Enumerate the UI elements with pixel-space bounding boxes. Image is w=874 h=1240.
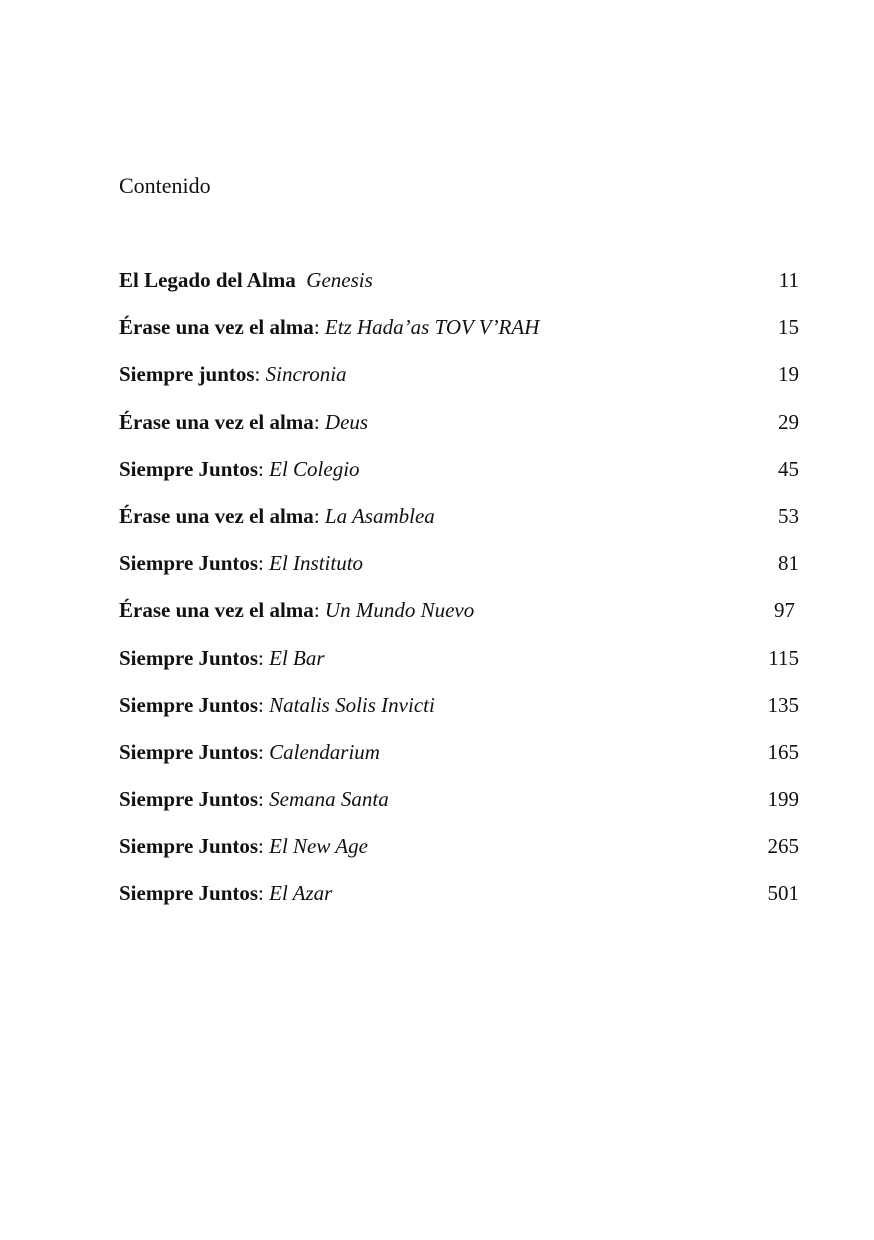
toc-separator: : [258,645,270,670]
toc-page-number: 29 [778,409,799,434]
toc-entry [119,690,799,737]
toc-chapter-title: El Bar [269,645,325,670]
toc-page-number: 265 [767,834,799,859]
toc-chapter-title: Un Mundo Nuevo [324,598,475,623]
toc-entry [119,407,799,454]
toc-chapter-title: El Colegio [269,456,360,481]
toc-page-number: 45 [778,456,799,481]
toc-chapter-title: Semana Santa [269,787,389,812]
toc-series-title: Siempre Juntos [119,834,259,859]
toc-separator: : [258,551,270,576]
toc-series-title: Siempre Juntos [119,645,259,670]
toc-series-title: Siempre Juntos [119,551,259,576]
toc-page-number: 501 [767,881,799,906]
toc-separator: : [258,692,270,717]
toc-page-number: 81 [778,551,799,576]
toc-chapter-title: Calendarium [269,739,380,764]
toc-chapter-title: Natalis Solis Invicti [269,692,435,717]
toc-page-number: 19 [778,362,799,387]
toc-entry [119,454,799,501]
toc-entry [119,784,799,831]
toc-separator: : [258,739,270,764]
toc-chapter-title: Etz Hada’as TOV V’RAH [324,315,540,340]
toc-entry [119,878,799,925]
toc-page-number: 115 [768,645,799,670]
toc-chapter-title: El Azar [269,881,333,906]
toc-chapter-title: El New Age [269,834,368,859]
toc-chapter-title: Deus [324,409,369,434]
toc-series-title: Érase una vez el alma [119,315,314,340]
toc-series-title: Siempre Juntos [119,456,259,481]
toc-page-number: 135 [767,692,799,717]
toc-entry [119,643,799,690]
toc-entry [119,831,799,878]
toc-entry [119,265,799,312]
toc-entry [119,501,799,548]
toc-page-number: 97 [774,598,795,623]
toc-series-title: Érase una vez el alma [119,503,314,528]
toc-separator: : [313,503,325,528]
toc-separator: : [313,409,325,434]
toc-separator: : [254,362,266,387]
toc-separator: : [258,456,270,481]
toc-series-title: Siempre juntos [119,362,255,387]
toc-series-title: Siempre Juntos [119,787,259,812]
toc-series-title: El Legado del Alma [119,268,296,292]
toc-page-number: 53 [778,503,799,528]
table-of-contents [119,265,799,926]
toc-chapter-title: Sincronia [265,362,347,387]
toc-entry [119,359,799,406]
toc-entry [119,595,799,642]
toc-separator: : [258,881,270,906]
page-title: Contenido [119,173,211,198]
toc-separator [296,268,307,292]
toc-chapter-title: La Asamblea [324,503,435,528]
toc-chapter-title: Genesis [306,268,373,292]
toc-entry [119,548,799,595]
toc-entry [119,737,799,784]
toc-series-title: Siempre Juntos [119,692,259,717]
toc-page-number: 15 [778,315,799,340]
toc-page-number: 11 [778,268,799,292]
toc-entry [119,312,799,359]
toc-page-number: 165 [767,739,799,764]
toc-separator: : [258,834,270,859]
toc-series-title: Érase una vez el alma [119,598,314,623]
toc-series-title: Siempre Juntos [119,739,259,764]
toc-series-title: Siempre Juntos [119,881,259,906]
toc-chapter-title: El Instituto [269,551,364,576]
toc-separator: : [313,315,325,340]
toc-separator: : [258,787,270,812]
toc-series-title: Érase una vez el alma [119,409,314,434]
toc-page-number: 199 [767,787,799,812]
toc-separator: : [313,598,325,623]
